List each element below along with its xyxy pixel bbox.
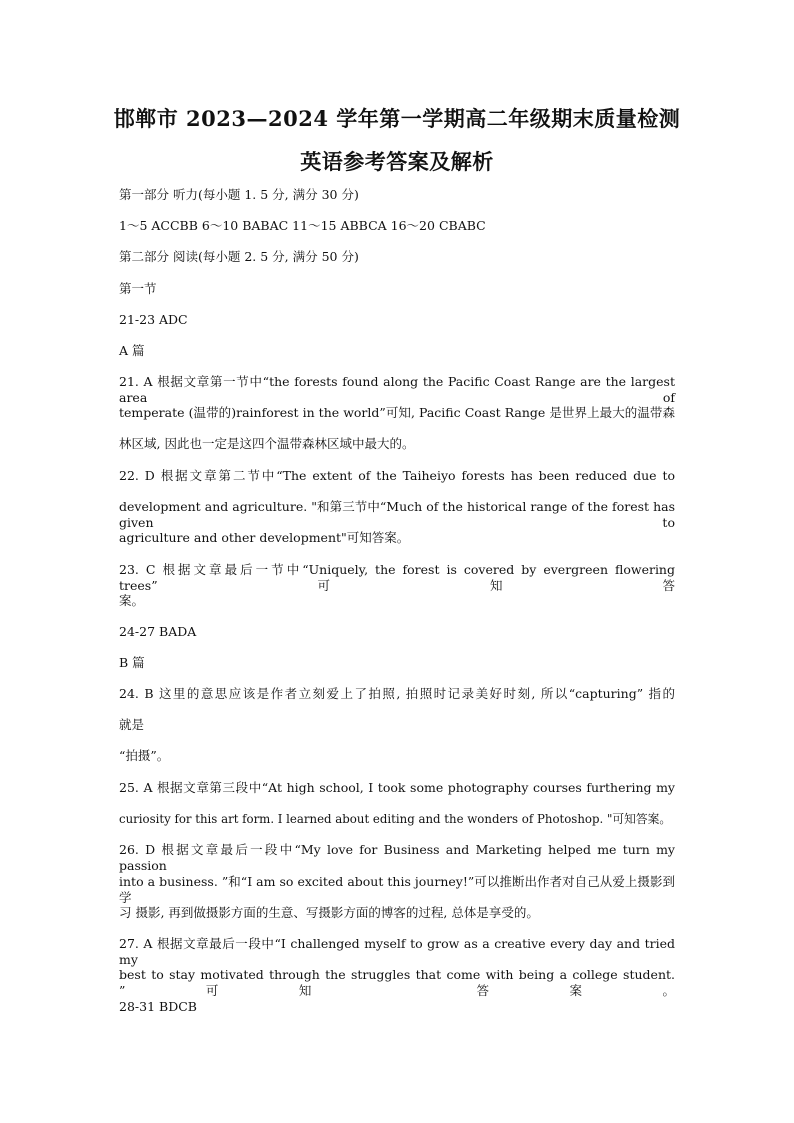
explanation-21-line-3: 林区域, 因此也一定是这四个温带森林区域中最大的。	[119, 436, 415, 451]
section-heading-listening: 第一部分 听力(每小题 1. 5 分, 满分 30 分)	[119, 187, 359, 202]
explanation-21-line-2: temperate (温带的)rainforest in the world”可知, Pacific Coast Range 是世界上最大的温带森	[119, 405, 675, 420]
explanation-26-line-3: 习 摄影, 再到做摄影方面的生意、写摄影方面的博客的过程, 总体是享受的。	[119, 905, 539, 920]
document-title: 邯郸市 2023—2024 学年第一学期高二年级期末质量检测	[113, 106, 681, 131]
passage-b-heading: B 篇	[119, 655, 145, 670]
answers-24-27: 24-27 BADA	[119, 624, 197, 639]
passage-a-heading: A 篇	[119, 343, 145, 358]
explanation-22-line-1: 22. D 根据文章第二节中“The extent of the Taiheiyo forests has been reduced due to	[119, 468, 675, 483]
document-subtitle: 英语参考答案及解析	[300, 149, 494, 174]
subsection-heading: 第一节	[119, 281, 157, 296]
explanation-24-line-3: “拍摄”。	[119, 748, 170, 763]
answers-21-23: 21-23 ADC	[119, 312, 188, 327]
answers-listening: 1～5 ACCBB 6～10 BABAC 11～15 ABBCA 16～20 CBABC	[119, 218, 486, 233]
explanation-26-line-2: into a business. ”和“I am so excited about this journey!”可以推断出作者对自己从爱上摄影到学	[119, 874, 675, 905]
explanation-22-line-3: agriculture and other development"可知答案。	[119, 530, 410, 545]
explanation-26-line-1: 26. D 根据文章最后一段中“My love for Business and Marketing helped me turn my passion	[119, 842, 675, 873]
explanation-21-line-1: 21. A 根据文章第一节中“the forests found along the Pacific Coast Range are the largest area of	[119, 374, 675, 405]
explanation-27-line-1: 27. A 根据文章最后一段中“I challenged myself to grow as a creative every day and tried my	[119, 936, 675, 967]
explanation-24-line-1: 24. B 这里的意思应该是作者立刻爱上了拍照, 拍照时记录美好时刻, 所以“capturing” 指的	[119, 686, 675, 701]
explanation-23-line-1: 23. C 根据文章最后一节中“Uniquely, the forest is covered by evergreen flowering trees”可知答	[119, 562, 675, 593]
answers-28-31: 28-31 BDCB	[119, 999, 197, 1014]
explanation-23-line-2: 案。	[119, 593, 145, 608]
explanation-22-line-2: development and agriculture. "和第三节中“Much of the historical range of the forest has given to	[119, 499, 675, 530]
explanation-25-line-2: curiosity for this art form. I learned about editing and the wonders of Photoshop. "可知答案。	[119, 812, 672, 826]
explanation-25-line-1: 25. A 根据文章第三段中“At high school, I took some photography courses furthering my	[119, 780, 675, 795]
explanation-24-line-2: 就是	[119, 717, 145, 732]
section-heading-reading: 第二部分 阅读(每小题 2. 5 分, 满分 50 分)	[119, 249, 359, 264]
explanation-27-line-2: best to stay motivated through the struggles that come with being a college student. ”可知 答案。	[119, 967, 675, 998]
